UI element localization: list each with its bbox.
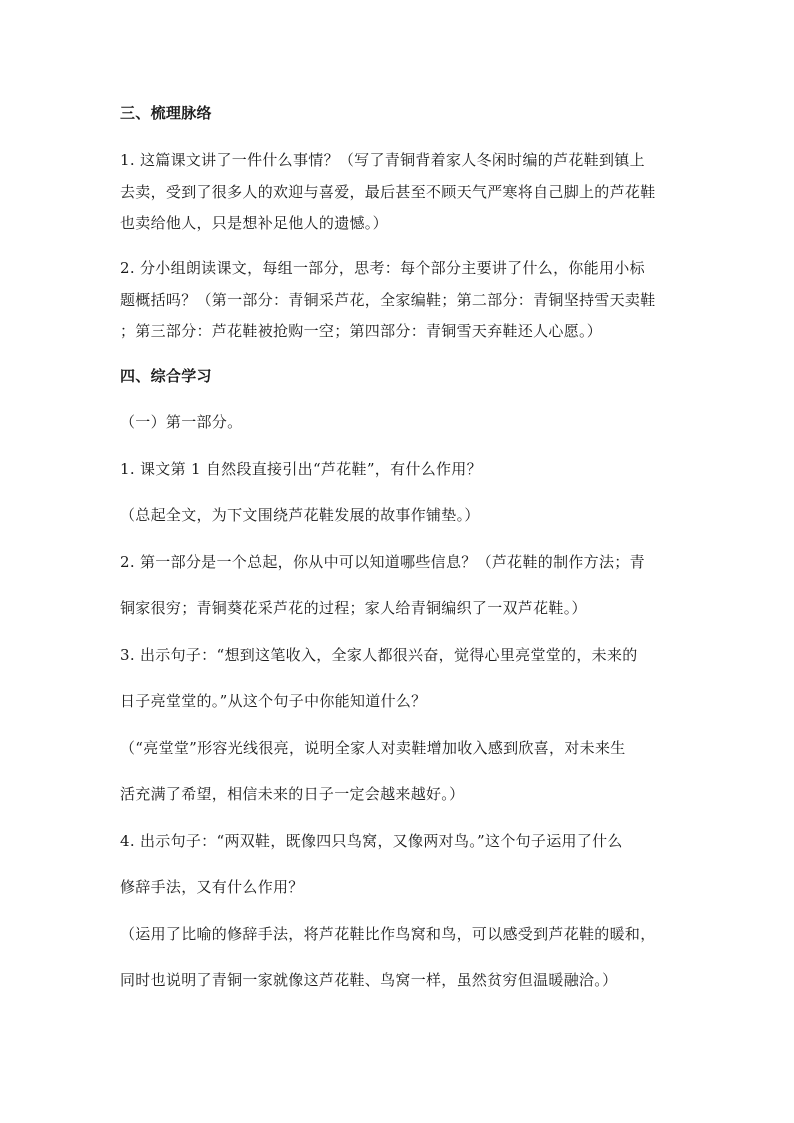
question-1-line-1: 1. 这篇课文讲了一件什么事情？（写了青铜背着家人冬闲时编的芦花鞋到镇上	[120, 151, 645, 169]
item-line: 活充满了希望，相信未来的日子一定会越来越好。）	[120, 785, 465, 803]
question-2-line-1: 2. 分小组朗读课文，每组一部分，思考：每个部分主要讲了什么，你能用小标	[120, 259, 645, 277]
item-line: （总起全文，为下文围绕芦花鞋发展的故事作铺垫。）	[120, 506, 480, 524]
question-2-line-2: 题概括吗？（第一部分：青铜采芦花，全家编鞋；第二部分：青铜坚持雪天卖鞋	[120, 291, 656, 309]
item-line: 同时也说明了青铜一家就像这芦花鞋、鸟窝一样，虽然贫穷但温暖融洽。）	[120, 971, 618, 989]
item-line: 1. 课文第 1 自然段直接引出“芦花鞋”，有什么作用？	[120, 460, 482, 478]
item-line: 4. 出示句子：“两双鞋，既像四只鸟窝，又像两对鸟。”这个句子运用了什么	[120, 832, 623, 850]
question-2-line-3: ；第三部分：芦花鞋被抢购一空；第四部分：青铜雪天弃鞋还人心愿。）	[120, 322, 603, 340]
item-line: （“亮堂堂”形容光线很亮，说明全家人对卖鞋增加收入感到欣喜，对未来生	[120, 739, 626, 757]
item-line: 日子亮堂堂的。”从这个句子中你能知道什么？	[120, 692, 427, 710]
item-line: 2. 第一部分是一个总起，你从中可以知道哪些信息？（芦花鞋的制作方法；青	[120, 553, 645, 571]
item-line: （运用了比喻的修辞手法，将芦花鞋比作鸟窝和鸟，可以感受到芦花鞋的暖和，	[120, 925, 656, 943]
item-line: 铜家很穷；青铜葵花采芦花的过程；家人给青铜编织了一双芦花鞋。）	[120, 599, 587, 617]
question-1-line-2: 去卖，受到了很多人的欢迎与喜爱，最后甚至不顾天气严寒将自己脚上的芦花鞋	[120, 183, 656, 201]
item-line: 3. 出示句子：“想到这笔收入，全家人都很兴奋，觉得心里亮堂堂的，未来的	[120, 646, 638, 664]
section-heading-4: 四、综合学习	[120, 367, 212, 385]
section-heading-3: 三、梳理脉络	[120, 104, 212, 122]
item-line: 修辞手法，又有什么作用？	[120, 878, 304, 896]
subsection-heading: （一）第一部分。	[120, 413, 243, 431]
question-1-line-3: 也卖给他人，只是想补足他人的遗憾。）	[120, 214, 388, 232]
